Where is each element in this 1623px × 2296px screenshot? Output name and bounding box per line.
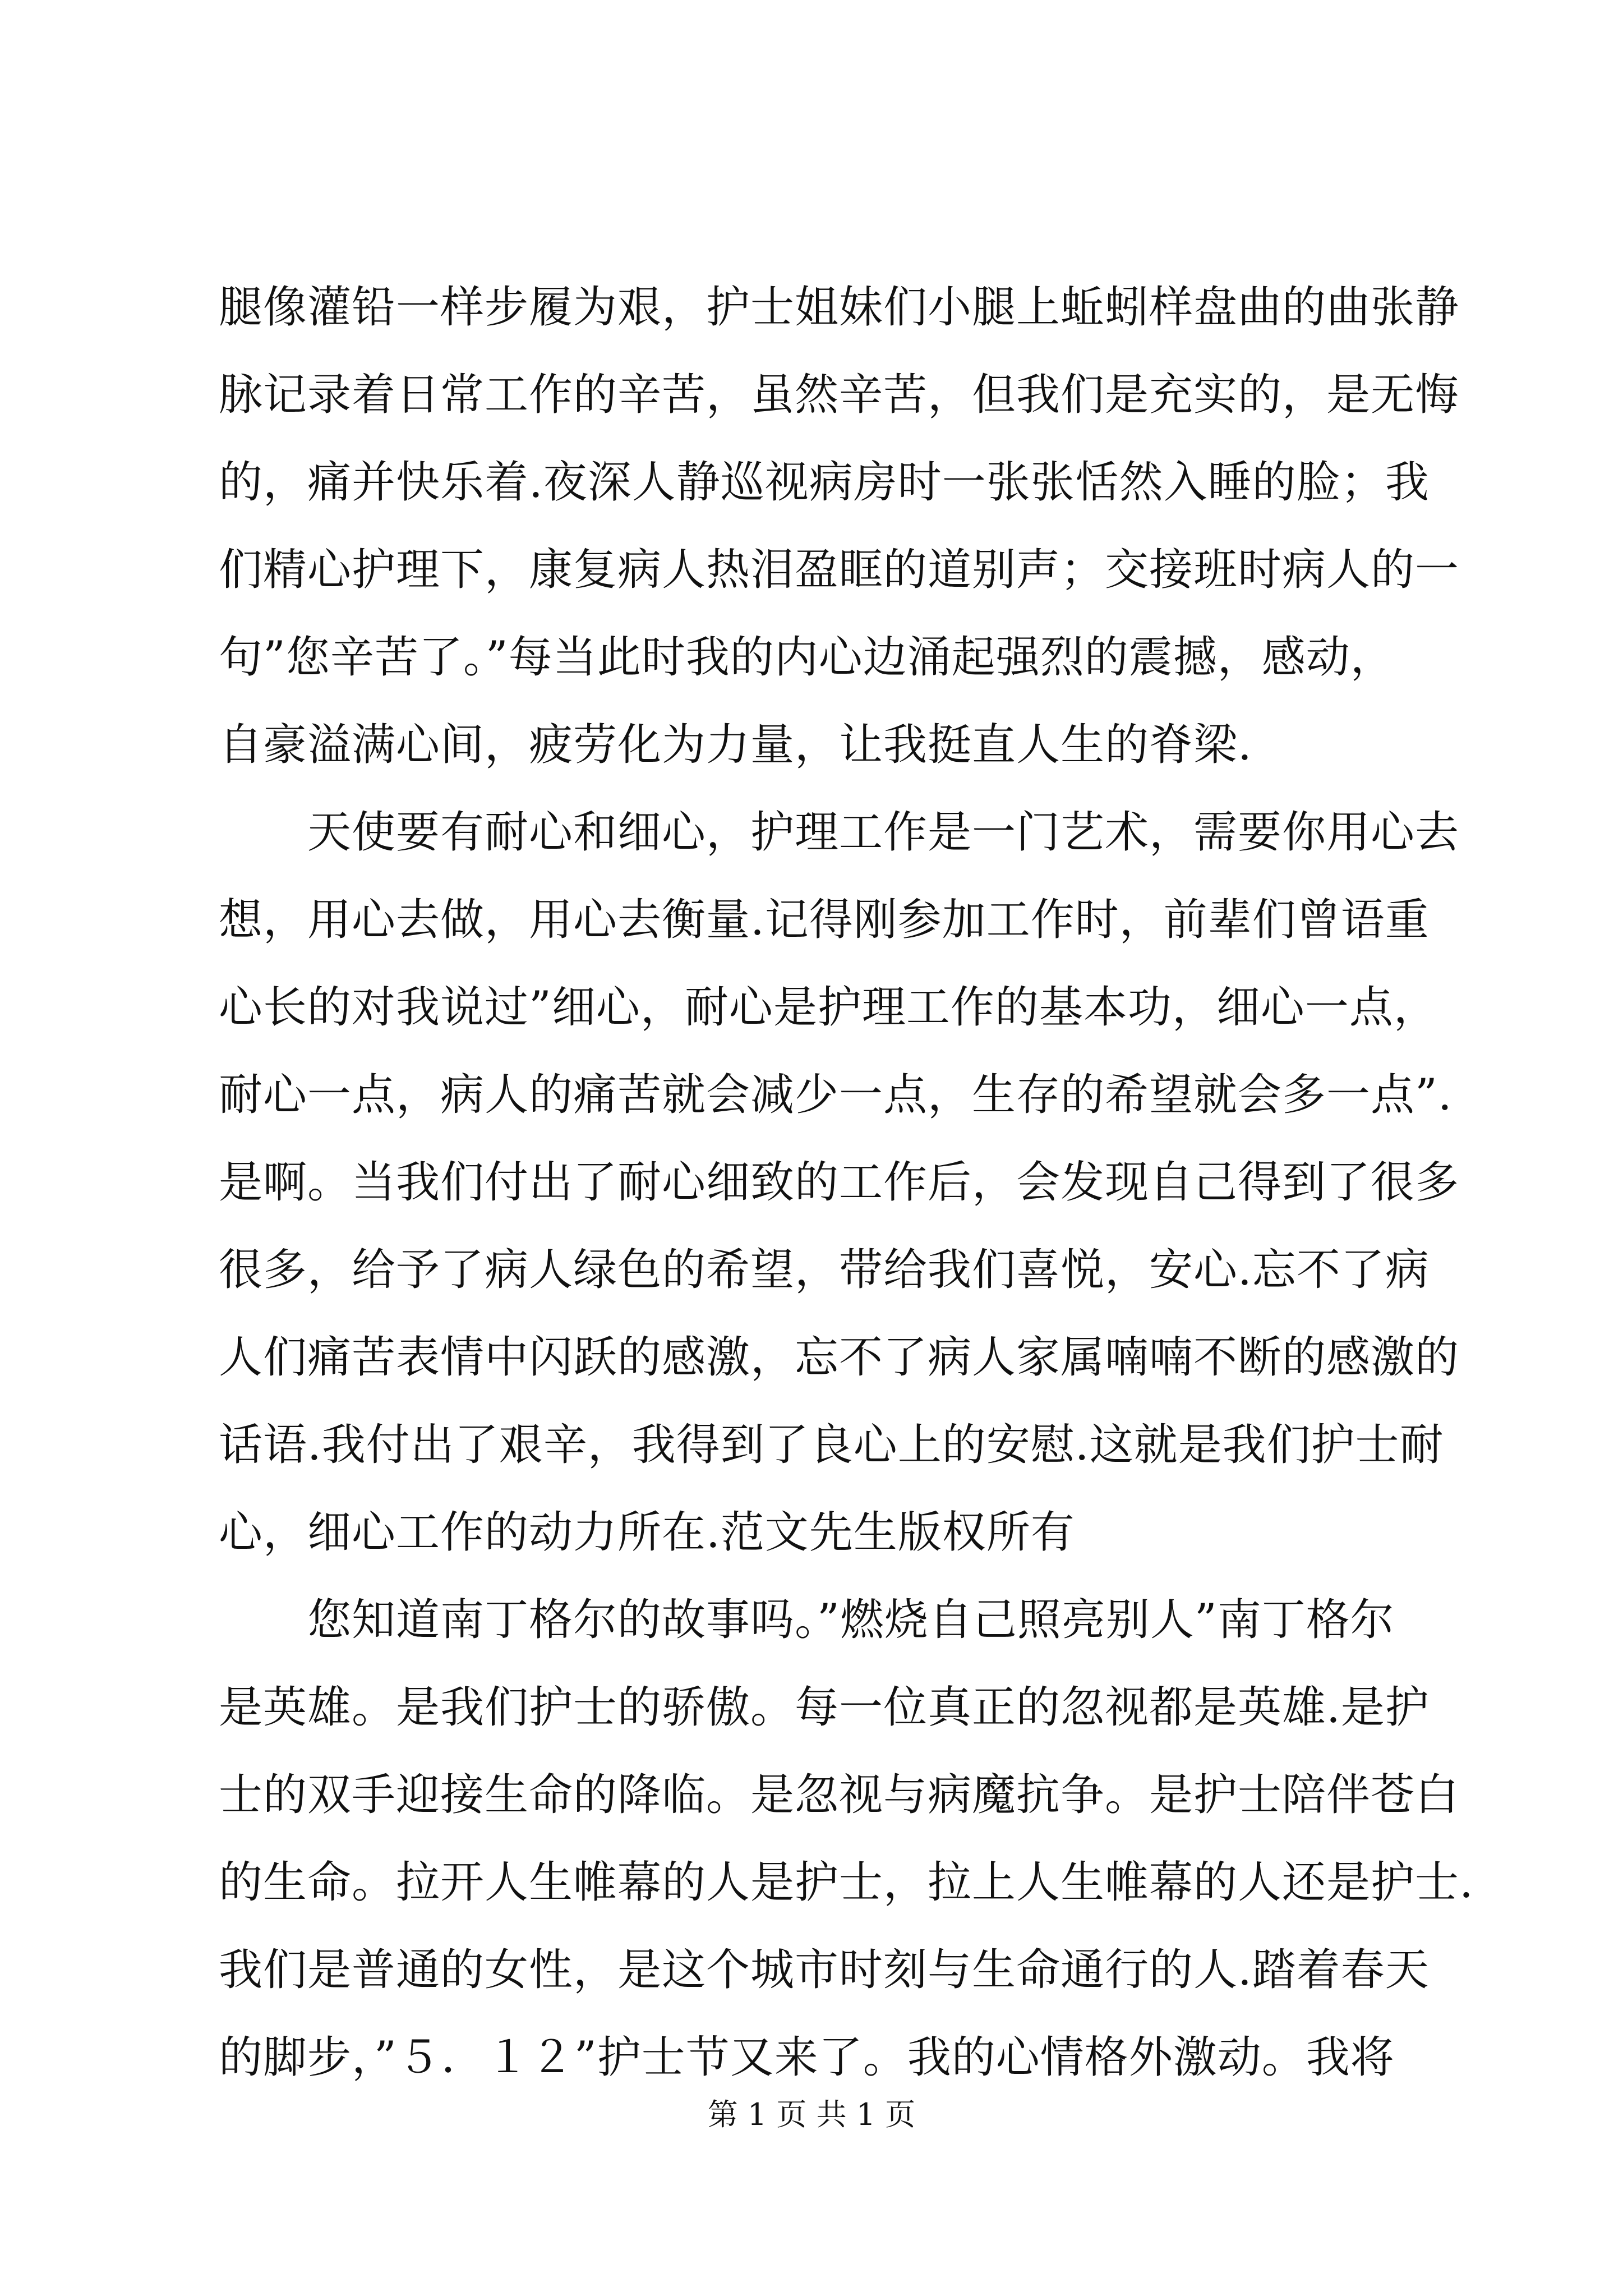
text-line: 很多，给予了病人绿色的希望，带给我们喜悦，安心.忘不了病 <box>219 1245 1430 1295</box>
text-line: 的生命。拉开人生帷幕的人是护士，拉上人生帷幕的人还是护士. <box>219 1857 1474 1908</box>
text-line: 士的双手迎接生命的降临。是忽视与病魔抗争。是护士陪伴苍白 <box>219 1770 1460 1820</box>
text-line: 话语.我付出了艰辛，我得到了良心上的安慰.这就是我们护士耐 <box>219 1420 1444 1470</box>
text-line: 想，用心去做，用心去衡量.记得刚参加工作时，前辈们曾语重 <box>219 895 1430 945</box>
text-line: 的，痛并快乐着.夜深人静巡视病房时一张张恬然入睡的脸；我 <box>219 457 1430 508</box>
text-line: 是英雄。是我们护士的骄傲。每一位真正的忽视都是英雄.是护 <box>219 1682 1430 1733</box>
text-line: 自豪溢满心间，疲劳化为力量，让我挺直人生的脊梁. <box>219 720 1252 770</box>
paragraph-first-line: 天使要有耐心和细心，护理工作是一门艺术，需要你用心去 <box>219 807 1460 858</box>
text-line-last: 的脚步，”５．１２”护士节又来了。我的心情格外激动。我将 <box>219 2032 1395 2083</box>
text-line: 脉记录着日常工作的辛苦，虽然辛苦，但我们是充实的，是无悔 <box>219 370 1460 420</box>
text-line: 句”您辛苦了。”每当此时我的内心边涌起强烈的震撼，感动， <box>219 632 1395 683</box>
text-line: 是啊。当我们付出了耐心细致的工作后，会发现自己得到了很多 <box>219 1157 1460 1208</box>
text-line: 心，细心工作的动力所在.范文先生版权所有 <box>219 1507 1075 1558</box>
page-number-footer: 第 1 页 共 1 页 <box>707 2097 916 2132</box>
text-line: 我们是普通的女性，是这个城市时刻与生命通行的人.踏着春天 <box>219 1945 1430 1995</box>
text-line: 心长的对我说过”细心，耐心是护理工作的基本功，细心一点， <box>219 982 1438 1033</box>
text-line: 们精心护理下，康复病人热泪盈眶的道别声；交接班时病人的一 <box>219 545 1460 595</box>
text-line: 人们痛苦表情中闪跃的感激，忘不了病人家属喃喃不断的感激的 <box>219 1332 1460 1383</box>
paragraph-first-line: 您知道南丁格尔的故事吗。”燃烧自己照亮别人”南丁格尔 <box>219 1595 1395 1645</box>
text-line: 腿像灌铅一样步履为艰，护士姐妹们小腿上蚯蚓样盘曲的曲张静 <box>219 282 1460 333</box>
text-line: 耐心一点，病人的痛苦就会减少一点，生存的希望就会多一点”. <box>219 1070 1453 1120</box>
